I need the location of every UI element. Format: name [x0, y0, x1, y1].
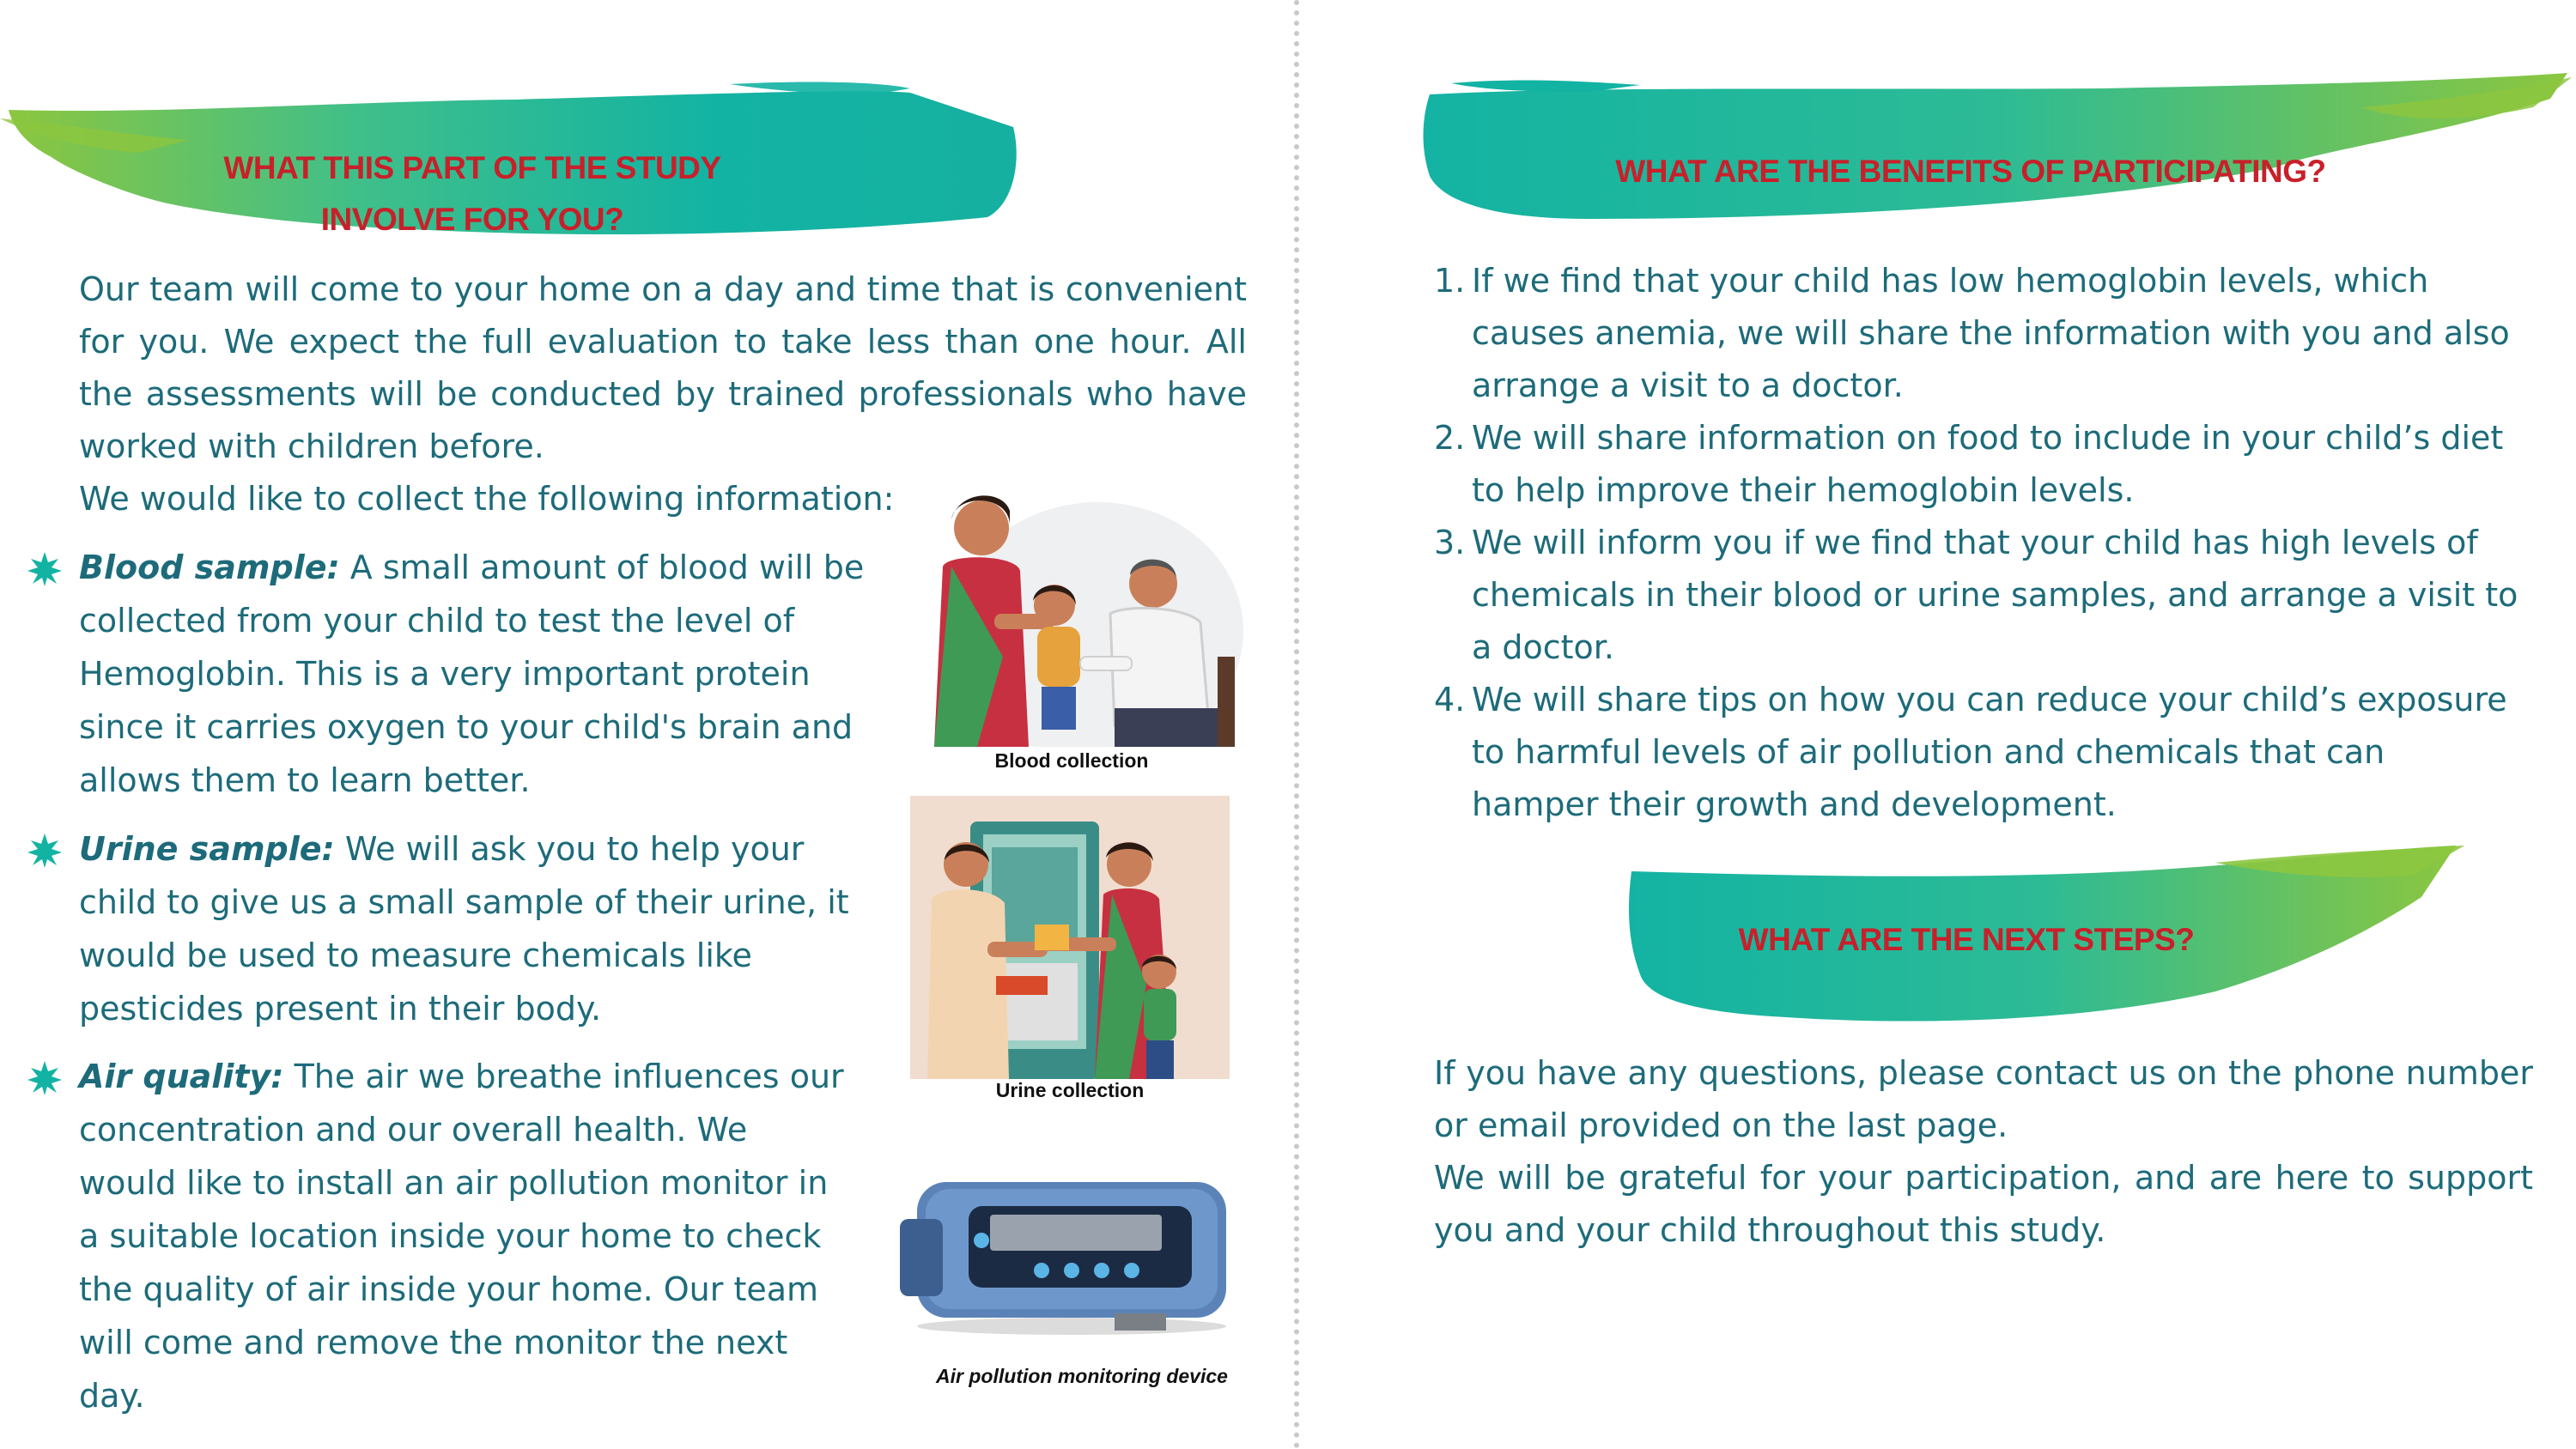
benefit-item	[1434, 674, 2520, 831]
urine-sample-text: We will ask you to help your child to give us a small sample of their urine, it would be used to measure chemicals like pesticides present in their body.	[79, 830, 849, 1028]
next-steps-paragraph-2: We will be grateful for your participation, and are here to support you and your child throughout this study.	[1434, 1159, 2533, 1249]
blood-sample-item	[79, 541, 869, 807]
next-steps-heading-banner	[1614, 846, 2473, 1034]
next-steps-title: WHAT ARE THE NEXT STEPS?	[1738, 922, 2195, 957]
intro-paragraph: Our team will come to your home on a day and time that is convenient for you. We expect the full evaluation to take less than one hour. All the assessments will be conducted by trained professionals who have worked with children before.	[79, 270, 1247, 465]
left-banner-title-line2: INVOLVE FOR YOU?	[320, 202, 624, 237]
urine-sample-item	[79, 822, 852, 1035]
benefits-heading-banner	[1417, 73, 2576, 227]
blood-collection-illustration	[900, 485, 1243, 747]
bullet-star-icon	[27, 1061, 62, 1095]
benefit-number: 3.	[1434, 524, 1466, 561]
air-quality-item	[79, 1050, 852, 1422]
urine-collection-caption: Urine collection	[995, 1079, 1145, 1101]
air-quality-lead: Air quality:	[79, 1058, 284, 1095]
benefit-item	[1434, 517, 2520, 674]
benefit-text: We will share information on food to include in your child’s diet to help improve their hemoglobin levels.	[1472, 419, 2504, 509]
benefit-number: 4.	[1434, 681, 1466, 718]
bullet-star-icon	[27, 834, 62, 868]
benefit-text: We will share tips on how you can reduce your child’s exposure to harmful levels of air pollution and chemicals that can hamper their growth and development.	[1472, 681, 2507, 823]
urine-collection-illustration	[910, 796, 1230, 1079]
air-monitor-illustration	[900, 1172, 1243, 1335]
page-divider	[1294, 0, 1299, 1449]
benefits-list	[1434, 255, 2520, 831]
blood-sample-text: A small amount of blood will be collected from your child to test the level of Hemoglobin. This is a very important protein since it carries oxygen to your child's brain and allows them to learn better.	[79, 549, 865, 799]
left-banner-title-line1: WHAT THIS PART OF THE STUDY	[223, 150, 721, 185]
benefit-number: 2.	[1434, 419, 1466, 457]
bullet-star-icon	[27, 552, 62, 586]
next-steps-paragraph-1: If you have any questions, please contact us on the phone number or email provided on the last page.	[1434, 1054, 2533, 1144]
benefits-title: WHAT ARE THE BENEFITS OF PARTICIPATING?	[1615, 154, 2326, 189]
air-quality-text: The air we breathe influences our concentration and our overall health. We would like to install an air pollution monitor in a suitable location inside your home to check the quality of air inside your home. Our team will come and remove the monitor the next day.	[79, 1058, 844, 1415]
benefit-item	[1434, 412, 2520, 517]
blood-collection-caption: Blood collection	[994, 749, 1149, 772]
air-monitor-caption: Air pollution monitoring device	[936, 1365, 1228, 1387]
collect-line: We would like to collect the following information:	[79, 480, 895, 518]
left-heading-banner	[0, 76, 1030, 247]
benefit-item	[1434, 255, 2520, 412]
benefit-number: 1.	[1434, 262, 1466, 300]
urine-sample-lead: Urine sample:	[79, 830, 335, 868]
blood-sample-lead: Blood sample:	[79, 549, 340, 586]
benefit-text: We will inform you if we find that your child has high levels of chemicals in their blood or urine samples, and arrange a visit to a doctor.	[1472, 524, 2518, 666]
benefit-text: If we find that your child has low hemoglobin levels, which causes anemia, we will share the information with you and also arrange a visit to a doctor.	[1472, 262, 2510, 404]
